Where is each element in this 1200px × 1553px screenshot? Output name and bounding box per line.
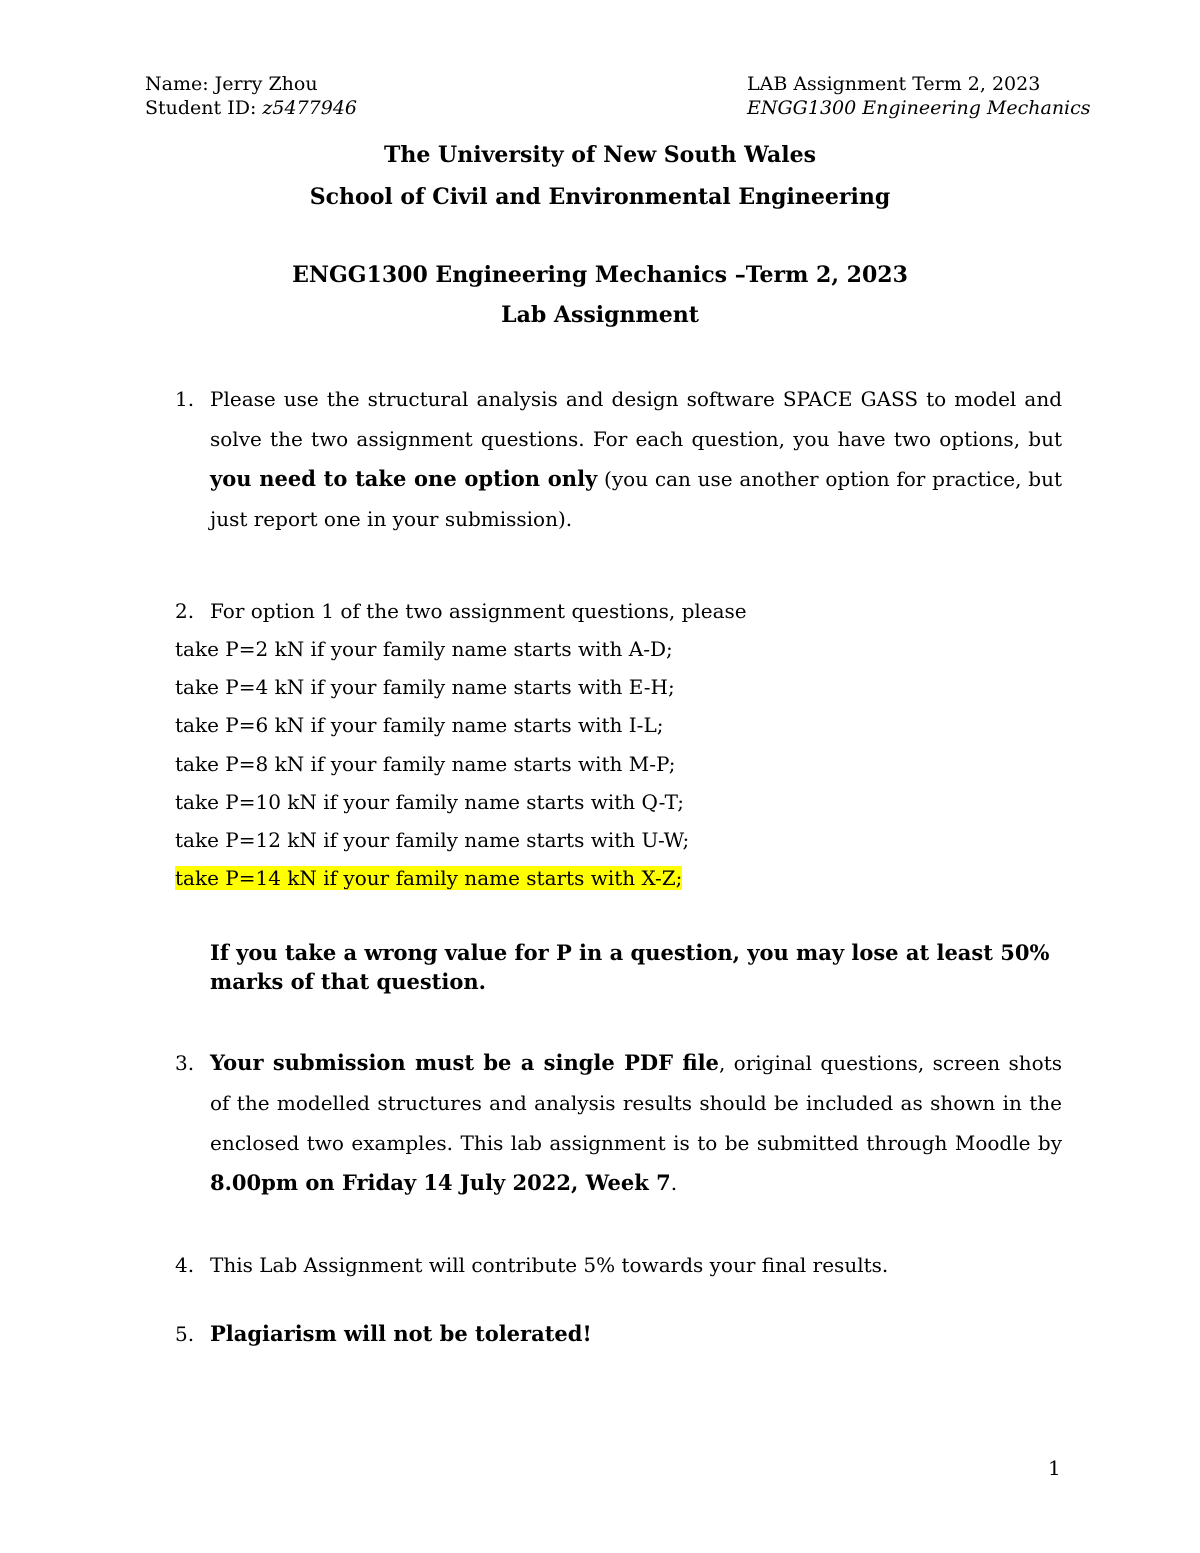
item1-text-b: (you can use another option for practice, but just report one in your submission). bbox=[210, 467, 1062, 531]
rule-line: take P=8 kN if your family name starts with M-P; bbox=[175, 751, 676, 776]
university-title: The University of New South Wales bbox=[384, 142, 816, 168]
assignment-label: LAB Assignment Term 2, 2023 bbox=[747, 73, 1041, 95]
item-number: 4. bbox=[175, 1253, 195, 1277]
page-number: 1 bbox=[1048, 1456, 1061, 1480]
wrong-value-warning: If you take a wrong value for P in a question, you may lose at least 50% marks of that question. bbox=[210, 940, 1050, 994]
school-title: School of Civil and Environmental Engineering bbox=[309, 184, 891, 210]
item3-bold-a: Your submission must be a single PDF file bbox=[210, 1050, 719, 1075]
item-text bbox=[210, 1043, 1062, 1203]
item4-text: This Lab Assignment will contribute 5% towards your final results. bbox=[210, 1253, 889, 1277]
highlighted-rule-line: take P=14 kN if your family name starts with X-Z; bbox=[175, 866, 683, 891]
header-left bbox=[145, 72, 357, 120]
student-name: Name: Jerry Zhou bbox=[145, 73, 318, 95]
student-id bbox=[145, 96, 357, 120]
item-number: 1. bbox=[175, 387, 195, 411]
header-right bbox=[747, 72, 1091, 120]
item3-text-b: . bbox=[670, 1171, 678, 1195]
course-label: ENGG1300 Engineering Mechanics bbox=[747, 97, 1091, 119]
item-number: 2. bbox=[175, 599, 195, 623]
item1-emphasis: you need to take one option only bbox=[210, 466, 598, 491]
family-name-rules bbox=[175, 630, 689, 897]
rule-line: take P=10 kN if your family name starts with Q-T; bbox=[175, 789, 685, 814]
item3-text-a: , original questions, screen shots of the modelled structures and analysis results should be included as shown in the enclosed two examples. This lab assignment is to be submitted through Moodle by bbox=[210, 1051, 1063, 1155]
item5-text: Plagiarism will not be tolerated! bbox=[210, 1321, 592, 1346]
rule-line: take P=2 kN if your family name starts with A-D; bbox=[175, 637, 673, 661]
rule-line: take P=4 kN if your family name starts with E-H; bbox=[175, 675, 675, 700]
student-id-value: z5477946 bbox=[262, 97, 358, 119]
item1-text-a: Please use the structural analysis and design software SPACE GASS to model and solve the two assignment questions. For each question, you have two options, but bbox=[210, 387, 1062, 451]
item-text bbox=[210, 379, 1062, 539]
rule-line: take P=6 kN if your family name starts with I-L; bbox=[175, 713, 664, 738]
item2-intro: For option 1 of the two assignment questions, please bbox=[210, 599, 747, 623]
rule-line: take P=12 kN if your family name starts with U-W; bbox=[175, 828, 690, 853]
doc-title: Lab Assignment bbox=[501, 302, 699, 328]
course-term-title: ENGG1300 Engineering Mechanics –Term 2, 2023 bbox=[292, 262, 908, 288]
item-number: 3. bbox=[175, 1051, 195, 1075]
item-number: 5. bbox=[175, 1322, 195, 1346]
student-id-label: Student ID: bbox=[145, 97, 263, 119]
item3-deadline: 8.00pm on Friday 14 July 2022, Week 7 bbox=[210, 1170, 671, 1195]
